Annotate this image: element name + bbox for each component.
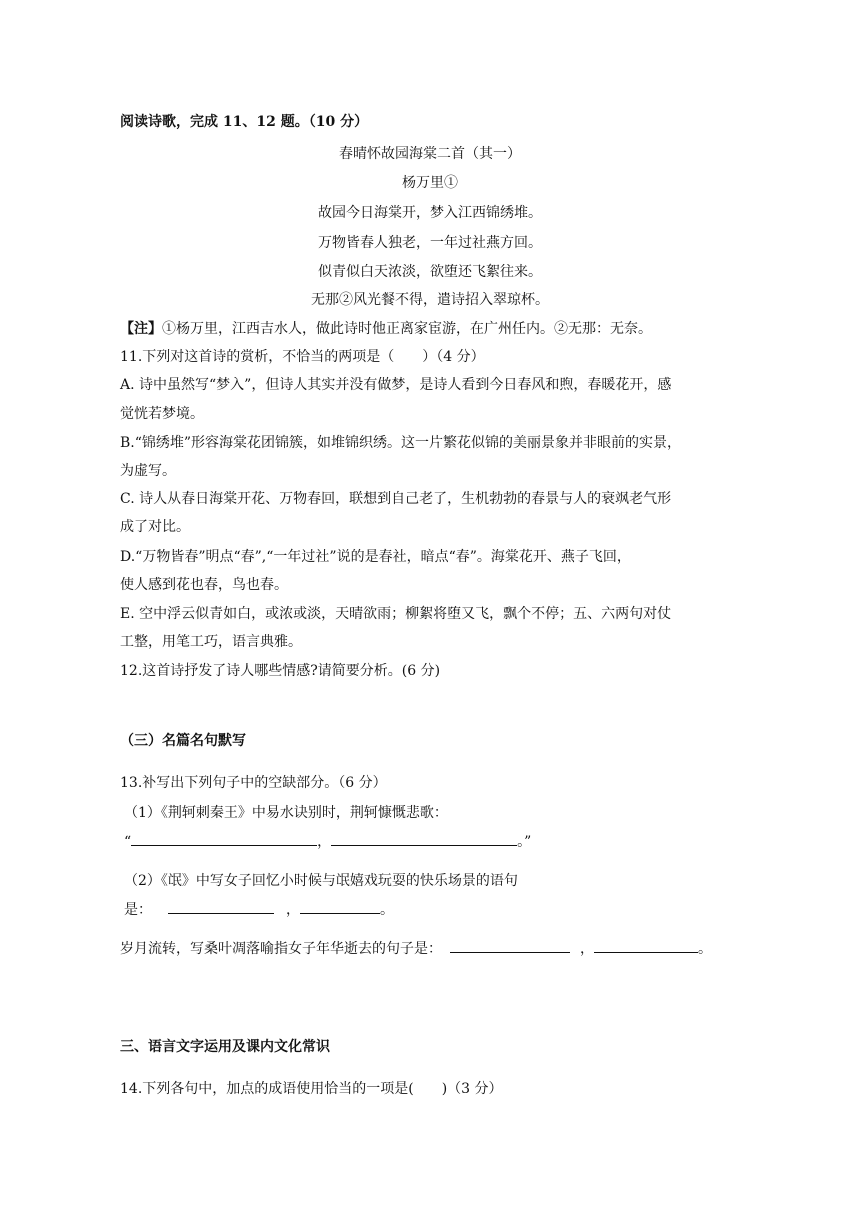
section-heading-language-use: 三、语言文字运用及课内文化常识 <box>120 1039 330 1055</box>
poem-line-3: 似青似白天浓淡，欲堕还飞絮往来。 <box>318 264 542 280</box>
poem-author: 杨万里① <box>402 175 458 191</box>
poem-note <box>120 322 652 336</box>
q11-option-a-line2: 觉恍若梦境。 <box>120 406 204 422</box>
section-heading-famous-quotes: （三）名篇名句默写 <box>120 733 246 749</box>
answer-blank[interactable] <box>300 901 380 914</box>
q11-option-c-line1: C. 诗人从春日海棠开花、万物春回，联想到自己老了，生机勃勃的春景与人的衰飒老气形 <box>120 491 672 507</box>
note-text: ①杨万里，江西吉水人，做此诗时他正离家宦游，在广州任内。②无那：无奈。 <box>162 321 652 337</box>
answer-blank[interactable] <box>594 940 698 953</box>
answer-blank[interactable] <box>450 940 570 953</box>
answer-blank[interactable] <box>131 833 317 846</box>
q11-option-b-line2: 为虚写。 <box>120 463 176 479</box>
q11-option-a-line1: A. 诗中虽然写“梦入”，但诗人其实并没有做梦，是诗人看到今日春风和煦，春暖花开，感 <box>120 377 672 393</box>
answer-blank[interactable] <box>331 833 517 846</box>
q11-option-e-line2: 工整，用笔工巧，语言典雅。 <box>120 634 302 650</box>
poem-line-4: 无那②风光餐不得，遣诗招入翠琼杯。 <box>311 292 549 308</box>
answer-blank[interactable] <box>168 901 274 914</box>
poem-line-2: 万物皆春人独老，一年过社燕方回。 <box>318 235 542 251</box>
q11-option-b-line1: B.“锦绣堆”形容海棠花团锦簇，如堆锦织绣。这一片繁花似锦的美丽景象并非眼前的实景， <box>120 435 682 451</box>
q13-part3: 岁月流转，写桑叶凋落喻指女子年华逝去的句子是： ， 。 <box>120 941 712 957</box>
reading-header: 阅读诗歌，完成 11、12 题。（10 分） <box>120 114 369 130</box>
q11-option-d-line2: 使人感到花也春，鸟也春。 <box>120 577 288 593</box>
q13-part2-prompt: （2）《氓》中写女子回忆小时候与氓嬉戏玩耍的快乐场景的语句 <box>124 873 518 889</box>
q11-stem: 11.下列对这首诗的赏析，不恰当的两项是（ ）（4 分） <box>120 349 485 365</box>
q13-part2-answer: 是： ， 。 <box>124 902 394 918</box>
q11-option-d-line1: D.“万物皆春”明点“春”,“一年过社”说的是春社，暗点“春”。海棠花开、燕子飞回， <box>120 549 631 565</box>
q14-stem: 14.下列各句中，加点的成语使用恰当的一项是( )（3 分） <box>120 1081 503 1097</box>
note-tag: 【注】 <box>120 321 162 337</box>
q12-stem: 12.这首诗抒发了诗人哪些情感?请简要分析。(6 分) <box>120 663 441 679</box>
q13-part1-prompt: （1）《荆轲刺秦王》中易水诀别时，荆轲慷慨悲歌： <box>124 805 448 821</box>
poem-line-1: 故园今日海棠开，梦入江西锦绣堆。 <box>318 205 542 221</box>
q13-stem: 13.补写出下列句子中的空缺部分。（6 分） <box>120 775 387 791</box>
poem-title: 春晴怀故园海棠二首（其一） <box>339 146 521 162</box>
q11-option-c-line2: 成了对比。 <box>120 519 190 535</box>
q13-part1-answer: “ ， 。” <box>124 834 532 850</box>
q11-option-e-line1: E. 空中浮云似青如白，或浓或淡，天晴欲雨；柳絮将堕又飞，飘个不停；五、六两句对仗 <box>120 606 672 622</box>
